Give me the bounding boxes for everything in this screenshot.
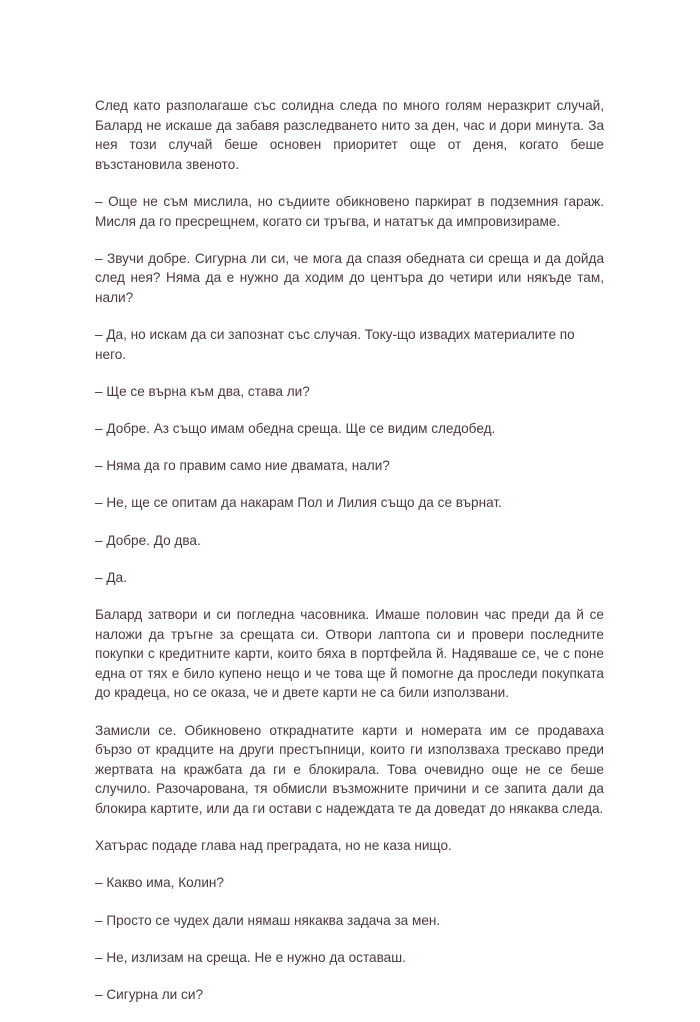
paragraph-12: Замисли се. Обикновено откраднатите карти и номерата им се продаваха бързо от крадците на други престъпници, които ги използваха трескаво преди жертвата на кражбата да ги е блокирала. Това очевидно още не се беше случило. Разочарована, тя обмисли възможните причини и се запита дали да блокира картите, или да ги остави с надеждата те да доведат до някаква следа.: [95, 722, 604, 816]
paragraph-2: – Още не съм мислила, но съдиите обикновено паркират в подземния гараж. Мисля да го пресрещнем, когато си тръгва, и нататък да импровизираме.: [95, 193, 604, 229]
paragraph-9: – Добре. До два.: [95, 532, 201, 548]
paragraph-13: Хатърас подаде глава над преградата, но не каза нищо.: [95, 838, 452, 854]
paragraph-15: – Просто се чудех дали нямаш някаква задача за мен.: [95, 912, 441, 928]
paragraph-4: – Да, но искам да си запознат със случая. Току-що извадих материалите по него.: [95, 327, 575, 362]
paragraph-14: – Какво има, Колин?: [95, 875, 224, 891]
paragraph-3: – Звучи добре. Сигурна ли си, че мога да спазя обедната си среща и да дойда след нея? Няма да е нужно да ходим до центъра до четири или някъде там, нали?: [95, 250, 604, 305]
paragraph-7: – Няма да го правим само ние двамата, нали?: [95, 458, 390, 474]
paragraph-1: След като разполагаше със солидна следа по много голям неразкрит случай, Балард не искаше да забавя разследването нито за ден, час и дори минута. За нея този случай беше основен приоритет още от деня, когато беше възстановила звеното.: [95, 98, 604, 172]
paragraph-17: – Сигурна ли си?: [95, 986, 204, 1002]
text-column: [95, 96, 604, 1022]
paragraph-11: Балард затвори и си погледна часовника. Имаше половин час преди да й се наложи да тръгне за срещата си. Отвори лаптопа си и провери последните покупки с кредитните карти, които бяха в портфейла й. Надяваше се, че с поне една от тях е било купено нещо и че това ще й помогне да проследи покупката до крадеца, но се оказа, че и двете карти не са били използвани.: [95, 607, 604, 701]
paragraph-6: – Добре. Аз също имам обедна среща. Ще се видим следобед.: [95, 421, 496, 437]
paragraph-16: – Не, излизам на среща. Не е нужно да оставаш.: [95, 949, 406, 965]
paragraph-8: – Не, ще се опитам да накарам Пол и Лилия също да се върнат.: [95, 495, 502, 511]
paragraph-5: – Ще се върна към два, става ли?: [95, 383, 310, 399]
paragraph-10: – Да.: [95, 569, 127, 585]
